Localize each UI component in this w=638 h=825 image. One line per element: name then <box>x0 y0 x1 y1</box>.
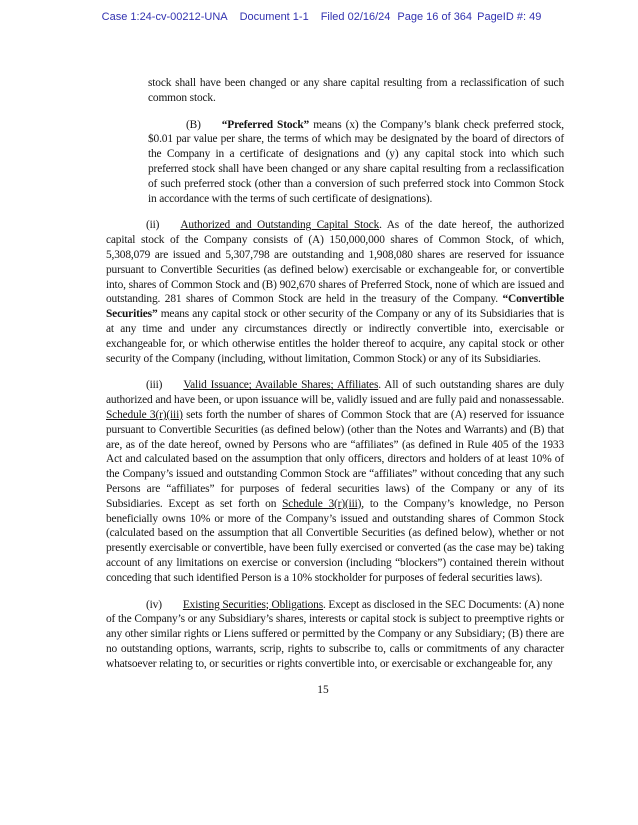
document-body <box>106 76 564 698</box>
body-text-segment: stock shall have been changed or any share capital resulting from a reclassification of such common stock. <box>148 77 564 104</box>
paragraph-label: (ii) <box>146 219 160 232</box>
body-text-segment: means (x) the Company’s blank check preferred stock, $0.01 par value per share, the terms of which may be designated by the board of directors of the Company in a certificate of designations and (y) any capital stock into which such preferred stock shall have been changed or any share capital resulting from a reclassification of such preferred stock (other than a conversion of such preferred stock into Common Stock in accordance with the terms of such certificate of designations). <box>148 118 564 205</box>
section-heading-underline: Valid Issuance; Available Shares; Affiliates <box>183 379 379 392</box>
body-text-segment: . As of the date hereof, the authorized capital stock of the Company consists of (A) 150,000,000 shares of Common Stock, of which, 5,308,079 are issued and 5,307,798 are outstanding and 1,908,080 shares are reserved for issuance pursuant to Convertible Securities (as defined below) exercisable or exchangeable for, or convertible into, shares of Common Stock and (B) 902,670 shares of Preferred Stock, none of which are issued and outstanding. 281 shares of Common Stock are held in the treasury of the Company. <box>106 219 564 306</box>
page-number: 15 <box>317 684 329 697</box>
section-heading-underline: Authorized and Outstanding Capital Stock <box>180 219 380 232</box>
paragraph-label: (B) <box>186 118 201 131</box>
cmecf-case-stamp <box>0 11 638 23</box>
schedule-ref-underline: Schedule 3(r)(iii) <box>282 497 362 510</box>
document-number: Document 1-1 <box>239 11 309 23</box>
paragraph-ii <box>106 218 564 366</box>
defined-term-bold: “Preferred Stock” <box>221 118 310 131</box>
defined-term-bold: “Convertible Securities” <box>106 293 564 321</box>
body-text-segment: . Except as disclosed in the SEC Documents: (A) none of the Company’s or any Subsidiary’s shares, interests or capital stock is subject to preemptive rights or any other similar rights or Liens suffered or permitted by the Company or any Subsidiary; (B) there are no outstanding options, warrants, scrip, rights to subscribe to, calls or commitments of any character whatsoever relating to, or securities or rights convertible into, or exercisable or exchangeable for, any <box>106 598 564 670</box>
section-heading-underline: Existing Securities; Obligations <box>182 598 323 611</box>
paragraph-iii <box>106 378 564 585</box>
pageid: PageID #: 49 <box>477 11 542 23</box>
body-text-segment: . All of such outstanding shares are duly authorized and have been, or upon issuance will be, validly issued and are fully paid and nonassessable. <box>106 379 564 407</box>
case-number: Case 1:24-cv-00212-UNA <box>101 11 228 23</box>
page-count: Page 16 of 364 <box>397 11 473 23</box>
body-text-segment: , to the Company’s knowledge, no Person beneficially owns 10% or more of the Company’s issued and outstanding shares of Common Stock (calculated based on the assumption that all Convertible Securities (as defined below), whether or not presently exercisable or convertible, have been fully exercised or converted (as the case may be) taking account of any limitations on exercise or conversion (including “blockers”) contained therein without conceding that such identified Person is a 10% stockholder for purposes of federal securities laws). <box>106 497 565 584</box>
body-text-segment: sets forth the number of shares of Common Stock that are (A) reserved for issuance pursuant to Convertible Securities (as defined below) (other than the Notes and Warrants) and (B) that are, as of the date hereof, owned by Persons who are “affiliates” (as defined in Rule 405 of the 1933 Act and calculated based on the assumption that only officers, directors and holders of at least 10% of the Company’s issued and outstanding Common Stock are “affiliates” without conceding that any such Persons are “affiliates” for purposes of federal securities laws) of the Company or any of its Subsidiaries. Except as set forth on <box>106 408 564 510</box>
continuation-paragraph <box>148 76 564 106</box>
paragraph-iv <box>106 598 564 672</box>
paragraph-label: (iii) <box>146 379 163 392</box>
schedule-ref-underline: Schedule 3(r)(iii) <box>106 408 183 421</box>
body-text-segment: means any capital stock or other security of the Company or any of its Subsidiaries that is at any time and under any circumstances directly or indirectly convertible into, exercisable or exchangeable for, or which otherwise entitles the holder thereof to acquire, any capital stock or other security of the Company (including, without limitation, Common Stock) or any of its Subsidiaries. <box>106 308 564 365</box>
filed-date: Filed 02/16/24 <box>320 11 391 23</box>
subparagraph-B <box>148 118 564 207</box>
paragraph-label: (iv) <box>146 598 162 611</box>
